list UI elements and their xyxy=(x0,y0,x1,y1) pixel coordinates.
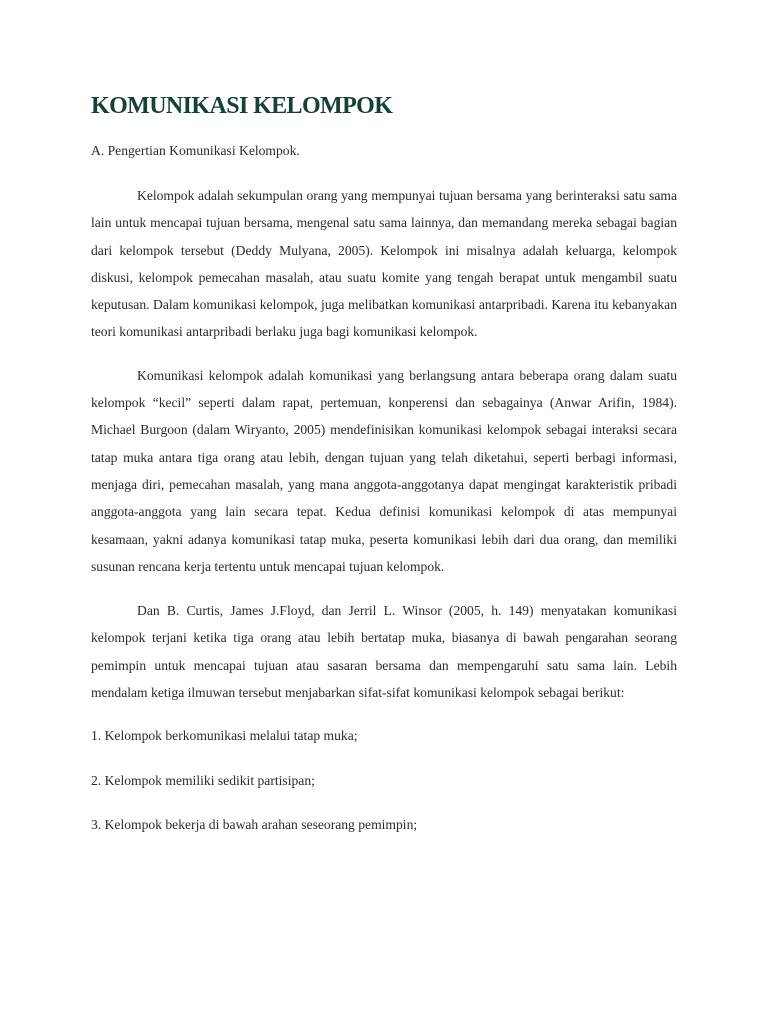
paragraph-2: Komunikasi kelompok adalah komunikasi yang berlangsung antara beberapa orang dalam suatu kelompok “kecil” seperti dalam rapat, pertemuan, konperensi dan sebagainya (Anwar Arifin, 1984). Michael Burgoon (dalam Wiryanto, 2005) mendefinisikan komunikasi kelompok sebagai interaksi secara tatap muka antara tiga orang atau lebih, dengan tujuan yang telah diketahui, seperti berbagi informasi, menjaga diri, pemecahan masalah, yang mana anggota-anggotanya dapat mengingat karakteristik pribadi anggota-anggota yang lain secara tepat. Kedua definisi komunikasi kelompok di atas mempunyai kesamaan, yakni adanya komunikasi tatap muka, peserta komunikasi lebih dari dua orang, dan memiliki susunan rencana kerja tertentu untuk mencapai tujuan kelompok. xyxy=(91,367,677,574)
section-heading: A. Pengertian Komunikasi Kelompok. xyxy=(91,143,300,158)
list-item: 2. Kelompok memiliki sedikit partisipan; xyxy=(91,772,315,788)
document-title: KOMUNIKASI KELOMPOK xyxy=(91,93,393,119)
list-item: 3. Kelompok bekerja di bawah arahan seseorang pemimpin; xyxy=(91,817,418,833)
paragraph-1: Kelompok adalah sekumpulan orang yang mempunyai tujuan bersama yang berinteraksi satu sama lain untuk mencapai tujuan bersama, mengenal satu sama lainnya, dan memandang mereka sebagai bagian dari kelompok tersebut (Deddy Mulyana, 2005). Kelompok ini misalnya adalah keluarga, kelompok diskusi, kelompok pemecahan masalah, atau suatu komite yang tengah berapat untuk mengambil suatu keputusan. Dalam komunikasi kelompok, juga melibatkan komunikasi antarpribadi. Karena itu kebanyakan teori komunikasi antarpribadi berlaku juga bagi komunikasi kelompok. xyxy=(91,188,677,340)
paragraph-3: Dan B. Curtis, James J.Floyd, dan Jerril L. Winsor (2005, h. 149) menyatakan komunikasi kelompok terjani ketika tiga orang atau lebih bertatap muka, biasanya di bawah pengarahan seorang pemimpin untuk mencapai tujuan atau sasaran bersama dan mempengaruhi satu sama lain. Lebih mendalam ketiga ilmuwan tersebut menjabarkan sifat-sifat komunikasi kelompok sebagai berikut: xyxy=(91,603,677,701)
list-item: 1. Kelompok berkomunikasi melalui tatap muka; xyxy=(91,728,358,744)
document-body xyxy=(91,90,677,856)
characteristics-list xyxy=(91,722,677,838)
